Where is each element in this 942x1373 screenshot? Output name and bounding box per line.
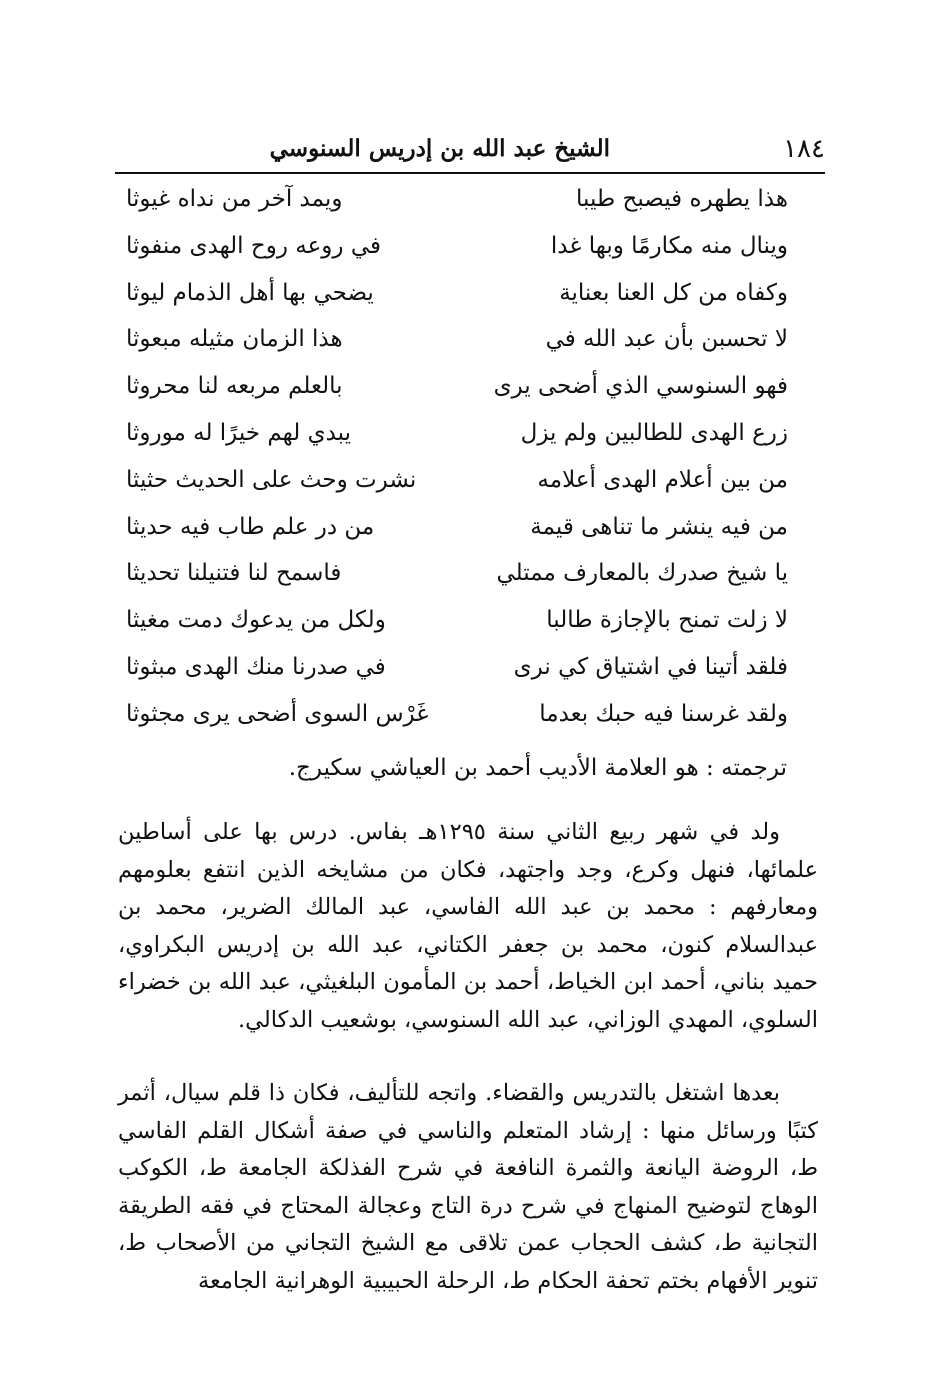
verse-first-hemistich: من بين أعلام الهدى أعلامه: [537, 466, 788, 493]
poem-verse: [118, 223, 788, 270]
poem-verse: [118, 504, 788, 551]
verse-first-hemistich: وينال منه مكارمًا وبها غدا: [550, 232, 788, 259]
poem-verse: [118, 410, 788, 457]
poem-verse: [118, 691, 788, 738]
verse-first-hemistich: ولقد غرسنا فيه حبك بعدما: [539, 700, 788, 727]
verse-second-hemistich: ويمد آخر من نداه غيوثا: [126, 186, 343, 212]
verse-second-hemistich: ولكل من يدعوك دمت مغيثا: [126, 607, 386, 634]
verse-second-hemistich: يضحي بها أهل الذمام ليوثا: [126, 279, 374, 306]
verse-first-hemistich: وكفاه من كل العنا بعناية: [559, 279, 788, 306]
verse-first-hemistich: من فيه ينشر ما تناهى قيمة: [530, 513, 788, 540]
verse-first-hemistich: هذا يطهره فيصبح طيبا: [576, 186, 788, 212]
poem-verse: [118, 457, 788, 504]
poem: [118, 176, 788, 738]
page-header: [115, 128, 825, 174]
verse-second-hemistich: في روعه روح الهدى منفوثا: [126, 232, 381, 259]
page-number: ١٨٤: [783, 134, 825, 164]
verse-second-hemistich: نشرت وحث على الحديث حثيثا: [126, 466, 417, 493]
poem-verse: [118, 550, 788, 597]
poem-verse: [118, 270, 788, 317]
verse-first-hemistich: فلقد أتينا في اشتياق كي نرى: [513, 653, 788, 680]
biography-heading: ترجمته : هو العلامة الأديب أحمد بن العياشي سكيرج.: [288, 755, 787, 781]
poem-verse: [118, 644, 788, 691]
verse-second-hemistich: من در علم طاب فيه حديثا: [126, 513, 375, 540]
verse-second-hemistich: فاسمح لنا فتنيلنا تحديثا: [126, 560, 342, 587]
verse-first-hemistich: يا شيخ صدرك بالمعارف ممتلي: [496, 560, 788, 587]
verse-second-hemistich: يبدي لهم خيرًا له موروثا: [126, 419, 351, 446]
verse-first-hemistich: فهو السنوسي الذي أضحى يرى: [493, 373, 788, 400]
verse-second-hemistich: في صدرنا منك الهدى مبثوثا: [126, 653, 386, 680]
poem-verse: [118, 176, 788, 223]
biography-paragraph: ولد في شهر ربيع الثاني سنة ١٢٩٥هـ بفاس. درس بها على أساطين علمائها، فنهل وكرع، وجد واجتهد، فكان من مشايخه الذين انتفع بعلومهم ومعارفهم : محمد بن عبد الله الفاسي، عبد المالك الضرير، محمد بن عبدالسلام كنون، محمد بن جعفر الكتاني، عبد الله بن إدريس البكراوي، حميد بناني، أحمد ابن الخياط، أحمد بن المأمون البلغيثي، عبد الله بن خضراء السلوي، المهدي الوزاني، عبد الله السنوسي، بوشعيب الدكالي.: [118, 819, 818, 1033]
verse-second-hemistich: بالعلم مربعه لنا محروثا: [126, 373, 343, 400]
verse-second-hemistich: غَرْس السوى أضحى يرى مجثوثا: [126, 700, 429, 727]
biography-paragraph: بعدها اشتغل بالتدريس والقضاء. واتجه للتأليف، فكان ذا قلم سيال، أثمر كتبًا ورسائل منها : إرشاد المتعلم والناسي في صفة أشكال القلم الفاسي ط، الروضة اليانعة والثمرة النافعة في شرح الفذلكة الجامعة ط، الكوكب الوهاج لتوضيح المنهاج في شرح درة التاج وعجالة المحتاج في فقه الطريقة التجانية ط، كشف الحجاب عمن تلاقى مع الشيخ التجاني من الأصحاب ط، تنوير الأفهام بختم تحفة الحكام ط، الرحلة الحبيبية الوهرانية الجامعة: [118, 1080, 818, 1294]
verse-first-hemistich: زرع الهدى للطالبين ولم يزل: [520, 419, 788, 446]
running-title: الشيخ عبد الله بن إدريس السنوسي: [269, 135, 610, 162]
verse-second-hemistich: هذا الزمان مثيله مبعوثا: [126, 326, 343, 353]
poem-verse: [118, 597, 788, 644]
poem-verse: [118, 363, 788, 410]
verse-first-hemistich: لا تحسبن بأن عبد الله في: [545, 326, 788, 353]
poem-verse: [118, 316, 788, 363]
verse-first-hemistich: لا زلت تمنح بالإجازة طالبا: [546, 607, 788, 634]
